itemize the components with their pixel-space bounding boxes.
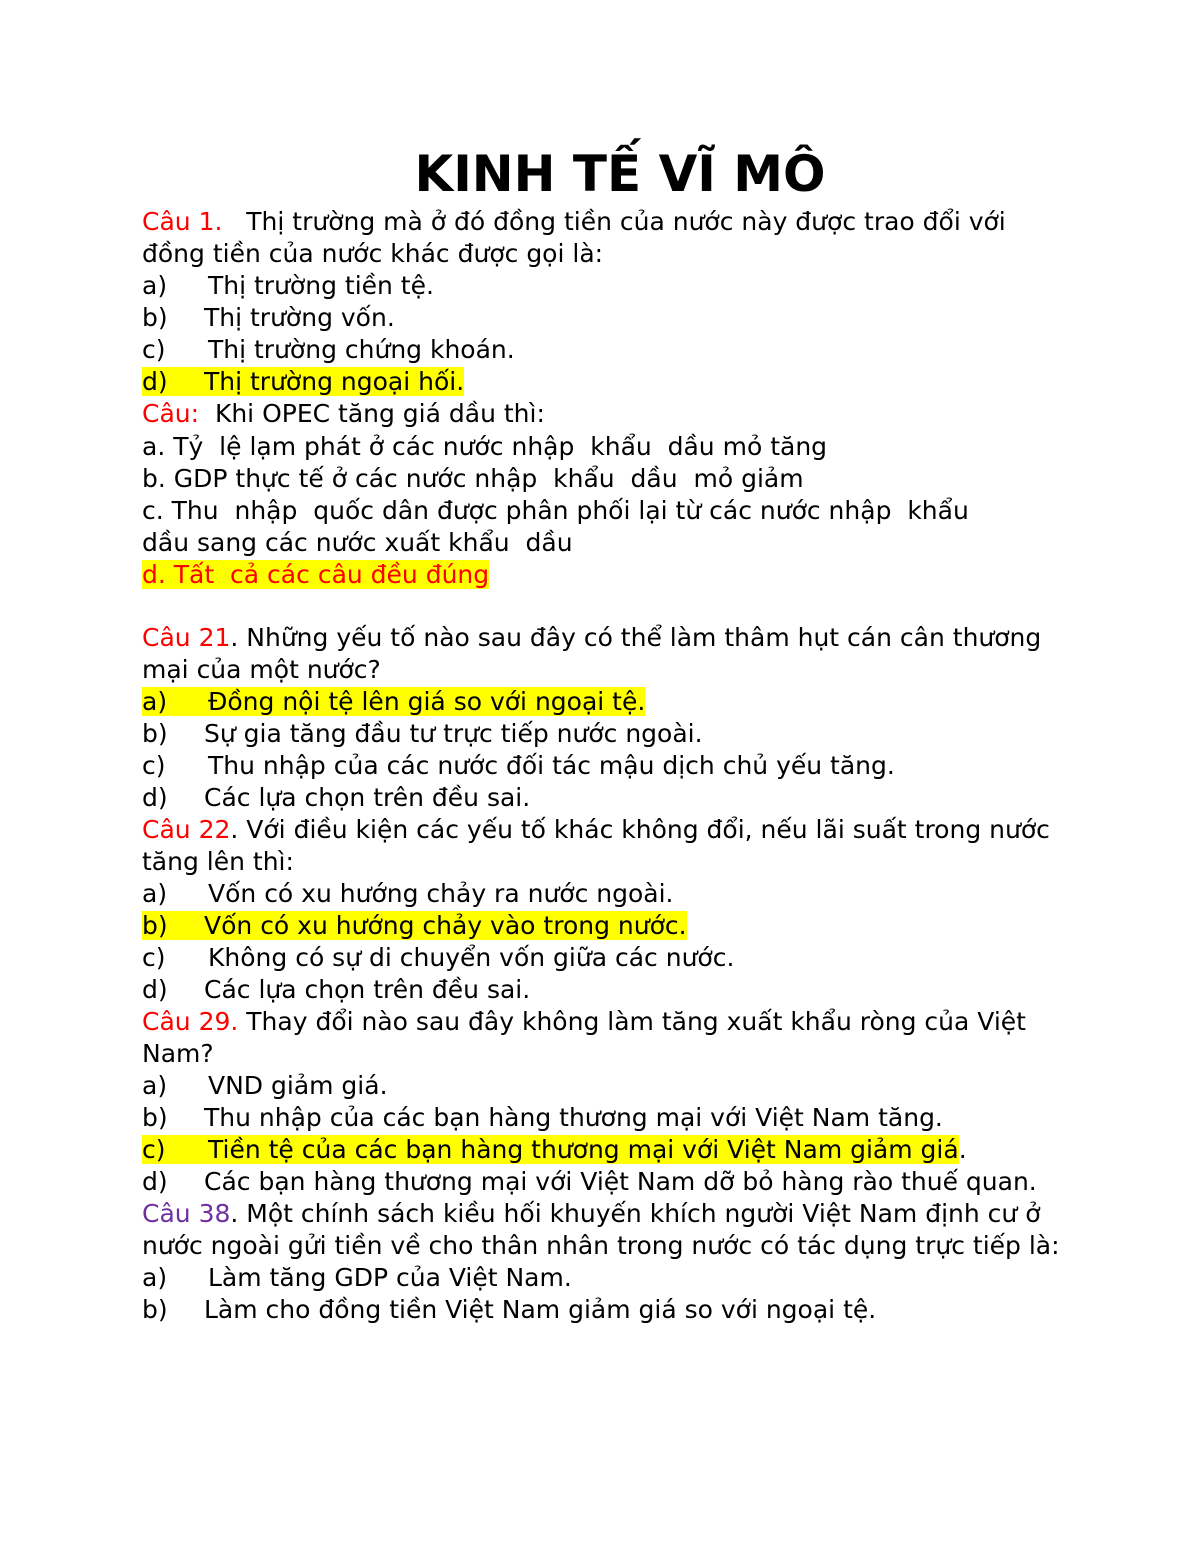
question-text: . Những yếu tố nào sau đây có thể làm thâm hụt cán cân thương mại của một nước? — [142, 623, 1042, 684]
question-label: Câu 21 — [142, 623, 231, 652]
question-opec — [142, 398, 1062, 430]
question-label: Câu 38 — [142, 1199, 231, 1228]
document-body — [142, 142, 1062, 1326]
option-b: b) Thu nhập của các bạn hàng thương mại với Việt Nam tăng. — [142, 1103, 943, 1132]
question-label: Câu 29. — [142, 1007, 239, 1036]
question-22 — [142, 814, 1062, 878]
option-b: b) Làm cho đồng tiền Việt Nam giảm giá so với ngoại tệ. — [142, 1295, 877, 1324]
question-text: Khi OPEC tăng giá dầu thì: — [199, 399, 545, 428]
option-d-correct: d) Thị trường ngoại hối. — [142, 367, 465, 396]
option-c: c) Thị trường chứng khoán. — [142, 335, 515, 364]
question-text: . Với điều kiện các yếu tố khác không đổi, nếu lãi suất trong nước tăng lên thì: — [142, 815, 1050, 876]
question-text: . Một chính sách kiều hối khuyến khích người Việt Nam định cư ở nước ngoài gửi tiền về cho thân nhân trong nước có tác dụng trực tiếp là: — [142, 1199, 1060, 1260]
option-a: a) Thị trường tiền tệ. — [142, 271, 434, 300]
question-1 — [142, 206, 1062, 270]
option-c: c) Thu nhập của các nước đối tác mậu dịch chủ yếu tăng. — [142, 751, 895, 780]
option-d: d) Các lựa chọn trên đều sai. — [142, 975, 531, 1004]
question-21 — [142, 622, 1062, 686]
trailing-period: . — [958, 1135, 967, 1164]
option-a: a) Làm tăng GDP của Việt Nam. — [142, 1263, 572, 1292]
option-b-correct: b) Vốn có xu hướng chảy vào trong nước. — [142, 911, 687, 940]
spacer — [142, 591, 1062, 622]
question-label: Câu: — [142, 399, 200, 428]
document-title: KINH TẾ VĨ MÔ — [414, 145, 826, 203]
option-c-correct: c) Tiền tệ của các bạn hàng thương mại với Việt Nam giảm giá. — [142, 1135, 967, 1164]
question-label: Câu 1. — [142, 207, 223, 236]
question-label: Câu 22 — [142, 815, 231, 844]
question-38 — [142, 1198, 1062, 1262]
option-b: b. GDP thực tế ở các nước nhập khẩu dầu mỏ giảm — [142, 464, 804, 493]
option-a: a. Tỷ lệ lạm phát ở các nước nhập khẩu dầu mỏ tăng — [142, 432, 828, 461]
option-d: d) Các lựa chọn trên đều sai. — [142, 783, 531, 812]
option-c: c) Không có sự di chuyển vốn giữa các nước. — [142, 943, 735, 972]
question-text: Thay đổi nào sau đây không làm tăng xuất khẩu ròng của Việt Nam? — [142, 1007, 1026, 1068]
option-b: b) Sự gia tăng đầu tư trực tiếp nước ngoài. — [142, 719, 703, 748]
question-text: Thị trường mà ở đó đồng tiền của nước này được trao đổi với đồng tiền của nước khác được gọi là: — [142, 207, 1014, 268]
option-a: a) VND giảm giá. — [142, 1071, 388, 1100]
option-d-correct: d. Tất cả các câu đều đúng — [142, 560, 490, 589]
option-a: a) Vốn có xu hướng chảy ra nước ngoài. — [142, 879, 674, 908]
option-c-continued: dầu sang các nước xuất khẩu dầu — [142, 528, 573, 557]
question-29 — [142, 1006, 1062, 1070]
option-d: d) Các bạn hàng thương mại với Việt Nam dỡ bỏ hàng rào thuế quan. — [142, 1167, 1037, 1196]
option-a-correct: a) Đồng nội tệ lên giá so với ngoại tệ. — [142, 687, 646, 716]
option-c: c. Thu nhập quốc dân được phân phối lại từ các nước nhập khẩu — [142, 496, 969, 525]
option-b: b) Thị trường vốn. — [142, 303, 395, 332]
